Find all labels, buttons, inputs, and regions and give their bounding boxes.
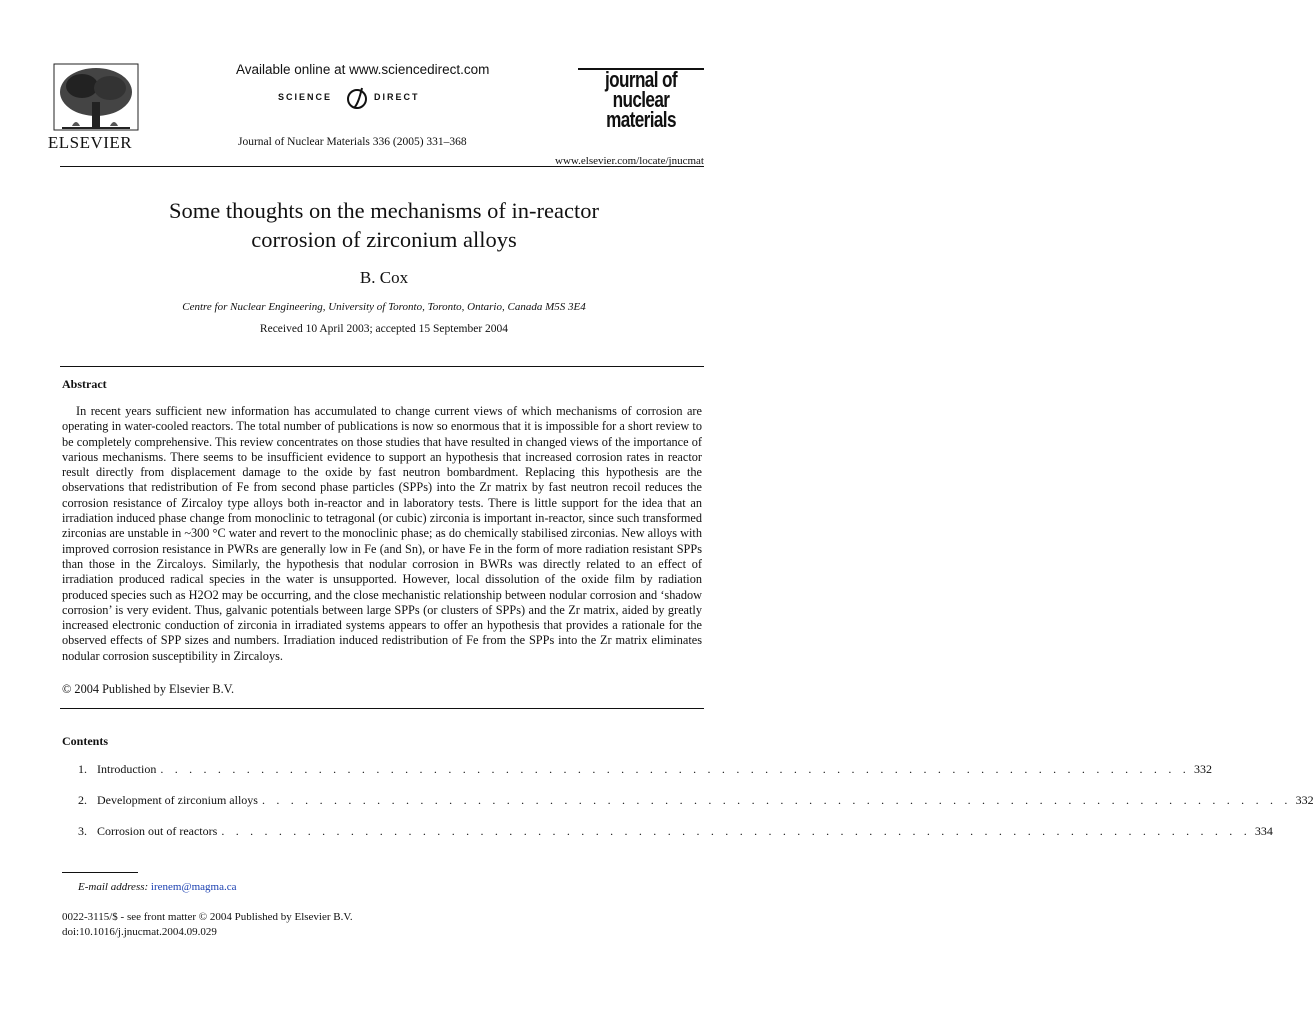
doi-line: doi:10.1016/j.jnucmat.2004.09.029 bbox=[62, 926, 217, 938]
toc-entry[interactable] bbox=[78, 824, 1273, 840]
title-line-2: corrosion of zirconium alloys bbox=[251, 227, 517, 252]
journal-citation: Journal of Nuclear Materials 336 (2005) 331–368 bbox=[238, 136, 467, 148]
email-link[interactable]: irenem@magma.ca bbox=[150, 881, 237, 893]
journal-url[interactable]: www.elsevier.com/locate/jnucmat bbox=[555, 155, 704, 167]
available-online-text: Available online at www.sciencedirect.com bbox=[236, 62, 490, 77]
toc-title[interactable]: Introduction bbox=[97, 762, 157, 776]
footnote-rule bbox=[62, 872, 138, 873]
sciencedirect-brand bbox=[278, 86, 438, 110]
title-line-1: Some thoughts on the mechanisms of in-reactor bbox=[169, 198, 599, 223]
journal-logo-line-3: materials bbox=[606, 107, 676, 132]
journal-logo bbox=[578, 68, 704, 152]
abstract-bottom-rule bbox=[60, 708, 704, 709]
received-accepted-dates: Received 10 April 2003; accepted 15 September 2004 bbox=[259, 323, 509, 335]
sciencedirect-d-icon bbox=[344, 86, 370, 110]
header-rule bbox=[60, 166, 704, 167]
toc-title[interactable]: Development of zirconium alloys bbox=[97, 793, 258, 807]
contents-heading: Contents bbox=[62, 734, 109, 748]
toc-leader-dots: . . . . . . . . . . . . . . . . . . . . . . . . . . . . . . . . . . . . . . . . . . . . . . . . . . . . . . . . . . . . . . . . . . . . . . . . bbox=[221, 824, 1251, 838]
journal-logo-line-1: journal of bbox=[605, 67, 677, 92]
toc-number: 1. bbox=[78, 762, 87, 776]
toc-page: 332 bbox=[1193, 762, 1212, 776]
abstract-heading: Abstract bbox=[62, 377, 107, 391]
toc-entry[interactable] bbox=[78, 762, 1212, 778]
email-label: E-mail address: bbox=[78, 881, 149, 893]
toc-leader-dots: . . . . . . . . . . . . . . . . . . . . . . . . . . . . . . . . . . . . . . . . . . . . . . . . . . . . . . . . . . . . . . . . . . . . . . . . bbox=[160, 762, 1190, 776]
toc-page: 332 bbox=[1295, 793, 1314, 807]
science-word: SCIENCE bbox=[278, 92, 333, 102]
issn-line: 0022-3115/$ - see front matter © 2004 Published by Elsevier B.V. bbox=[62, 911, 353, 923]
article-title bbox=[80, 196, 688, 254]
toc-number: 2. bbox=[78, 793, 87, 807]
author-name: B. Cox bbox=[359, 268, 409, 287]
abstract-body: In recent years sufficient new information has accumulated to change current views of which mechanisms of corrosion are operating in water-cooled reactors. The total number of publications is now so enormous that it is impossible for a short review to be completely comprehensive. This review concentrates on those studies that have resulted in changed views of the importance of various mechanisms. There seems to be insufficient evidence to support an hypothesis that increased corrosion rates in reactor result directly from displacement damage to the oxide by fast neutron bombardment. Replacing this hypothesis are the observations that redistribution of Fe from second phase particles (SPPs) into the Zr matrix by fast neutron recoil reduces the corrosion resistance of Zircaloy type alloys both in-reactor and in laboratory tests. There is little support for the idea that an irradiation induced phase change from monoclinic to tetragonal (or cubic) zirconia is important in-reactor, since such transformed zirconias are unstable in ~300 °C water and revert to the monoclinic phase; as do chemically stabilised zirconias. New alloys with improved corrosion resistance in PWRs are generally low in Fe (and Sn), or have Fe in the form of more radiation resistant SPPs than those in the Zircaloys. Similarly, the hypothesis that nodular corrosion in BWRs was directly related to an effect of irradiation produced radical species in the water is unsupported. However, local dissolution of the oxide film by radiation produced species such as H2O2 may be occurring, and the close mechanistic relationship between nodular corrosion and ‘shadow corrosion’ is very evident. Thus, galvanic potentials between large SPPs (or clusters of SPPs) and the Zr matrix, aided by greatly increased electronic conduction of zirconia in irradiated systems appears to offer an hypothesis that provides a rationale for the observed effects of SPP sizes and numbers. Irradiation induced redistribution of Fe from the SPPs into the Zr matrix eliminates nodular corrosion susceptibility in Zircaloys. bbox=[62, 404, 702, 663]
publisher-name: ELSEVIER bbox=[47, 133, 133, 152]
toc-number: 3. bbox=[78, 824, 87, 838]
toc-entry[interactable] bbox=[78, 793, 1314, 809]
abstract-top-rule bbox=[60, 366, 704, 367]
author-email-footnote bbox=[78, 881, 236, 893]
toc-page: 334 bbox=[1254, 824, 1273, 838]
abstract-copyright: © 2004 Published by Elsevier B.V. bbox=[62, 682, 235, 696]
toc-title[interactable]: Corrosion out of reactors bbox=[97, 824, 218, 838]
direct-word: DIRECT bbox=[374, 92, 420, 102]
author-affiliation: Centre for Nuclear Engineering, University of Toronto, Toronto, Ontario, Canada M5S 3E4 bbox=[182, 301, 586, 313]
toc-leader-dots: . . . . . . . . . . . . . . . . . . . . . . . . . . . . . . . . . . . . . . . . . . . . . . . . . . . . . . . . . . . . . . . . . . . . . . . . bbox=[261, 793, 1292, 807]
journal-logo-line-2: nuclear bbox=[612, 87, 670, 112]
